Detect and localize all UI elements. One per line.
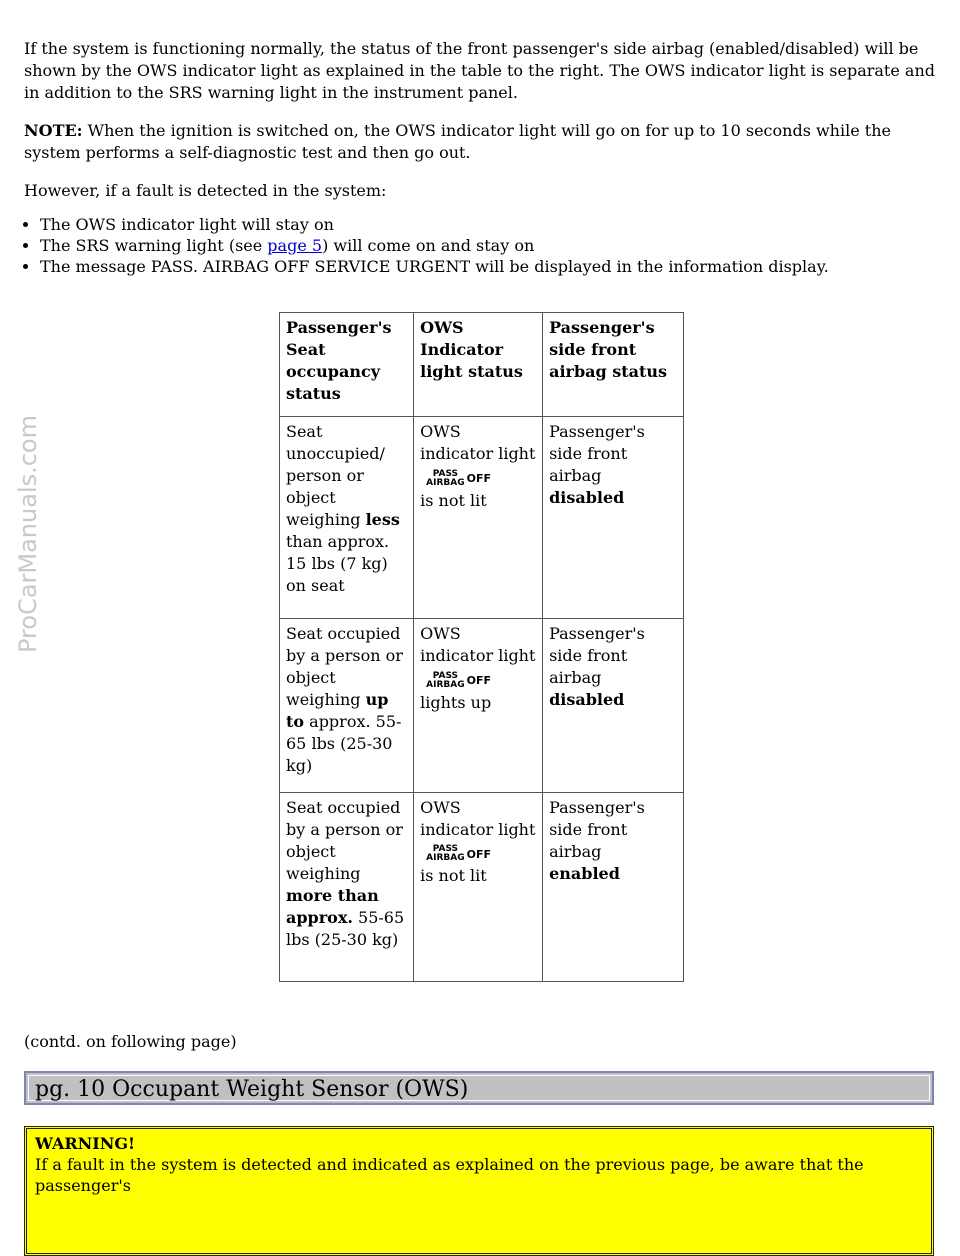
list-item: • The OWS indicator light will stay on [40,214,936,235]
airbag-status: disabled [549,488,625,508]
page-section-bar [24,1071,934,1105]
light-prefix: OWS indicator light [420,797,536,839]
table-row [280,792,684,981]
icon-text-pass: PASS [432,670,458,681]
airbag-prefix: Passenger's side front airbag [549,624,645,688]
light-cell [414,417,543,619]
light-cell [414,619,543,792]
occupancy-emphasis: more than approx. [286,885,379,927]
list-item [40,235,936,256]
airbag-status: disabled [549,690,625,710]
table-row [280,619,684,792]
airbag-cell [543,417,684,619]
header-occupancy: Passenger's Seat occupancy status [280,313,414,417]
fault-list [24,214,936,277]
header-ows-light: OWS Indicator light status [414,313,543,417]
table-header-row [280,313,684,417]
light-prefix: OWS indicator light [420,422,536,464]
pass-airbag-off-icon [426,470,491,488]
icon-text-off: OFF [466,674,491,688]
icon-text-airbag: AIRBAG [426,477,465,488]
light-status: is not lit [420,866,487,886]
occupancy-text: 55-65 lbs (25-30 kg) [286,907,405,949]
continued-note: (contd. on following page) [24,1032,237,1051]
airbag-prefix: Passenger's side front airbag [549,422,645,486]
airbag-prefix: Passenger's side front airbag [549,797,645,861]
ows-status-table [279,312,684,982]
icon-text-airbag: AIRBAG [426,853,465,864]
intro-paragraph: If the system is functioning normally, the status of the front passenger's side airbag (enabled/disabled) will be shown by the OWS indicator light as explained in the table to the right. The OWS indicator light is separate and in addition to the SRS warning light in the instrument panel. [24,39,935,102]
occupancy-cell [280,417,414,619]
table-row [280,417,684,619]
airbag-cell [543,792,684,981]
main-content [24,38,936,277]
page-section-title: pg. 10 Occupant Weight Sensor (OWS) [28,1075,930,1101]
occupancy-text: Seat occupied by a person or object weighing [286,797,403,883]
icon-text-pass: PASS [432,468,458,479]
warning-box [24,1126,934,1256]
page-5-link[interactable]: page 5 [267,236,323,255]
light-status: lights up [420,692,492,712]
light-cell [414,792,543,981]
light-prefix: OWS indicator light [420,624,536,666]
note-label: NOTE: [24,121,83,140]
icon-text-pass: PASS [432,844,458,855]
occupancy-emphasis: up to [286,690,389,732]
icon-text-airbag: AIRBAG [426,679,465,690]
header-airbag-status: Passenger's side front airbag status [543,313,684,417]
list-item: • The message PASS. AIRBAG OFF SERVICE URGENT will be displayed in the information display. [40,256,936,277]
occupancy-text: than approx. 15 lbs (7 kg) on seat [286,532,390,596]
occupancy-text: Seat unoccupied/ person or object weighing [286,422,385,530]
fault-intro: However, if a fault is detected in the system: [24,181,387,200]
note-text: When the ignition is switched on, the OWS indicator light will go on for up to 10 seconds while the system performs a self-diagnostic test and then go out. [24,121,891,162]
pass-airbag-off-icon [426,672,491,690]
pass-airbag-off-icon [426,845,491,863]
list-item-text: ) will come on and stay on [322,236,535,255]
occupancy-text: Seat occupied by a person or object weighing [286,624,403,710]
warning-title: WARNING! [35,1134,136,1153]
icon-text-off: OFF [466,472,491,486]
airbag-cell [543,619,684,792]
note-paragraph [24,120,936,164]
occupancy-emphasis: less [365,510,400,530]
side-watermark: ProCarManuals.com [14,414,42,654]
list-item-text: The SRS warning light (see [40,236,268,255]
occupancy-cell [280,792,414,981]
icon-text-off: OFF [466,847,491,861]
light-status: is not lit [420,490,487,510]
airbag-status: enabled [549,863,620,883]
warning-text: If a fault in the system is detected and indicated as explained on the previous page, be aware that the passenger's [35,1155,864,1195]
occupancy-text: approx. 55-65 lbs (25-30 kg) [286,712,402,776]
occupancy-cell [280,619,414,792]
